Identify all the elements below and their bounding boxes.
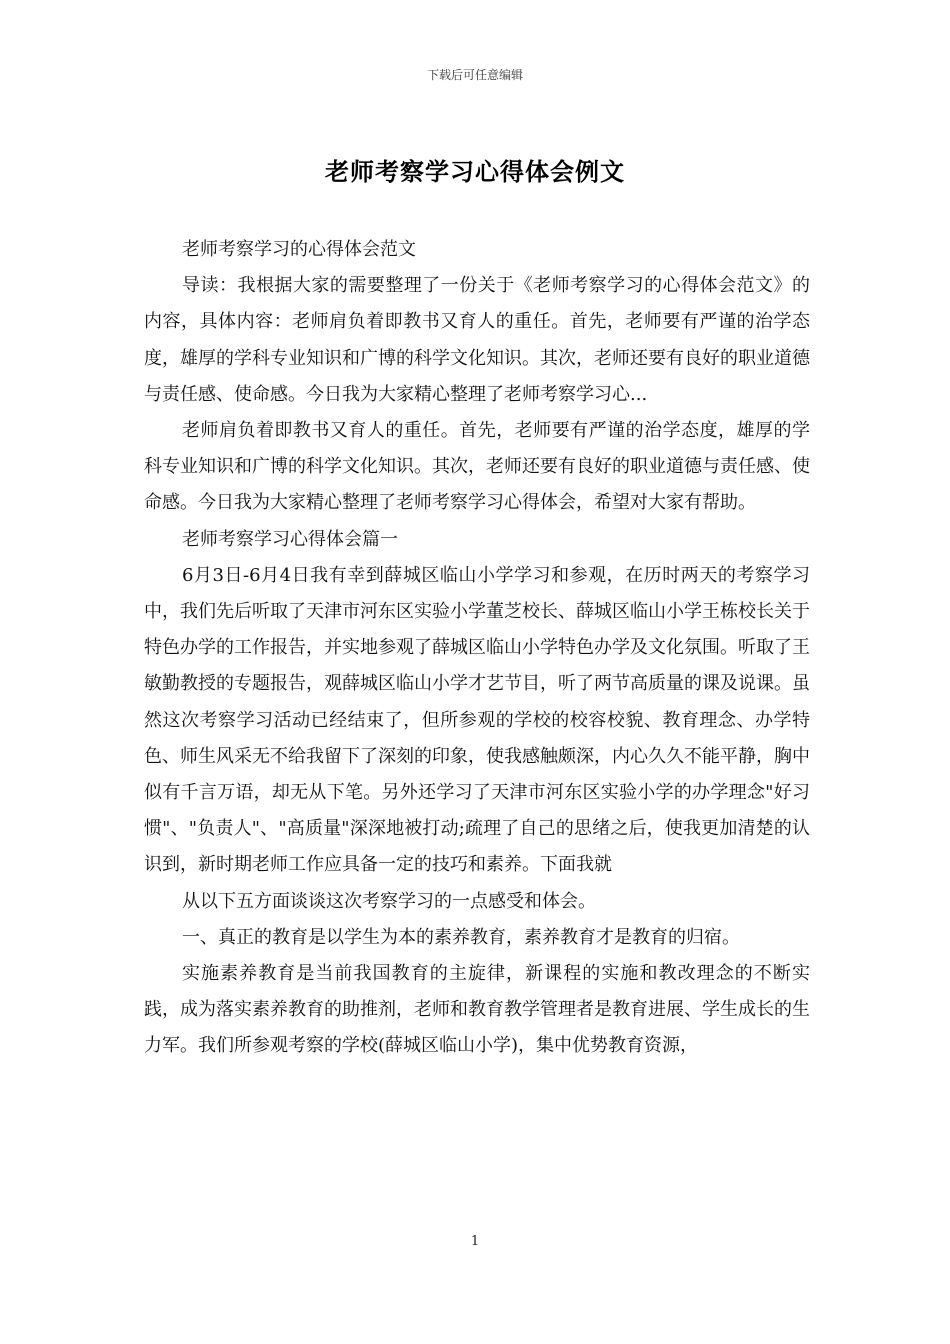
section-heading: 老师考察学习心得体会篇一: [182, 528, 398, 550]
document-body: [144, 232, 810, 1065]
section-heading: 一、真正的教育是以学生为本的素养教育，素养教育才是教育的归宿。: [182, 926, 740, 948]
paragraph: 老师肩负着即教书又育人的重任。首先，老师要有严谨的治学态度，雄厚的学科专业知识和广博的科学文化知识。其次，老师还要有良好的职业道德与责任感、使命感。今日我为大家精心整理了老师考察学习心得体会，希望对大家有帮助。: [144, 420, 810, 514]
page-number: 1: [470, 1234, 480, 1249]
paragraph-intro: 导读：我根据大家的需要整理了一份关于《老师考察学习的心得体会范文》的内容，具体内容：老师肩负着即教书又育人的重任。首先，老师要有严谨的治学态度，雄厚的学科专业知识和广博的科学文化知识。其次，老师还要有良好的职业道德与责任感、使命感。今日我为大家精心整理了老师考察学习心...: [144, 275, 810, 405]
header-note: 下载后可任意编辑: [426, 68, 523, 82]
document-title: 老师考察学习心得体会例文: [325, 158, 625, 186]
paragraph: 6月3日-6月4日我有幸到薛城区临山小学学习和参观，在历时两天的考察学习中，我们先后听取了天津市河东区实验小学董芝校长、薛城区临山小学王栋校长关于特色办学的工作报告，并实地参观了薛城区临山小学特色办学及文化氛围。听取了王敏勤教授的专题报告，观薛城区临山小学才艺节目，听了两节高质量的课及说课。虽然这次考察学习活动已经结束了，但所参观的学校的校容校貌、教育理念、办学特色、师生风采无不给我留下了深刻的印象，使我感触颇深，内心久久不能平静，胸中似有千言万语，却无从下笔。另外还学习了天津市河东区实验小学的办学理念"好习惯"、"负责人"、"高质量"深深地被打动;疏理了自己的思绪之后，使我更加清楚的认识到，新时期老师工作应具备一定的技巧和素养。下面我就: [144, 564, 810, 876]
paragraph: 实施素养教育是当前我国教育的主旋律，新课程的实施和教改理念的不断实践，成为落实素养教育的助推剂，老师和教育教学管理者是教育进展、学生成长的生力军。我们所参观考察的学校(薛城区临山小学)，集中优势教育资源，: [144, 963, 810, 1057]
paragraph-subtitle: 老师考察学习的心得体会范文: [182, 239, 416, 260]
paragraph: 从以下五方面谈谈这次考察学习的一点感受和体会。: [182, 890, 596, 912]
